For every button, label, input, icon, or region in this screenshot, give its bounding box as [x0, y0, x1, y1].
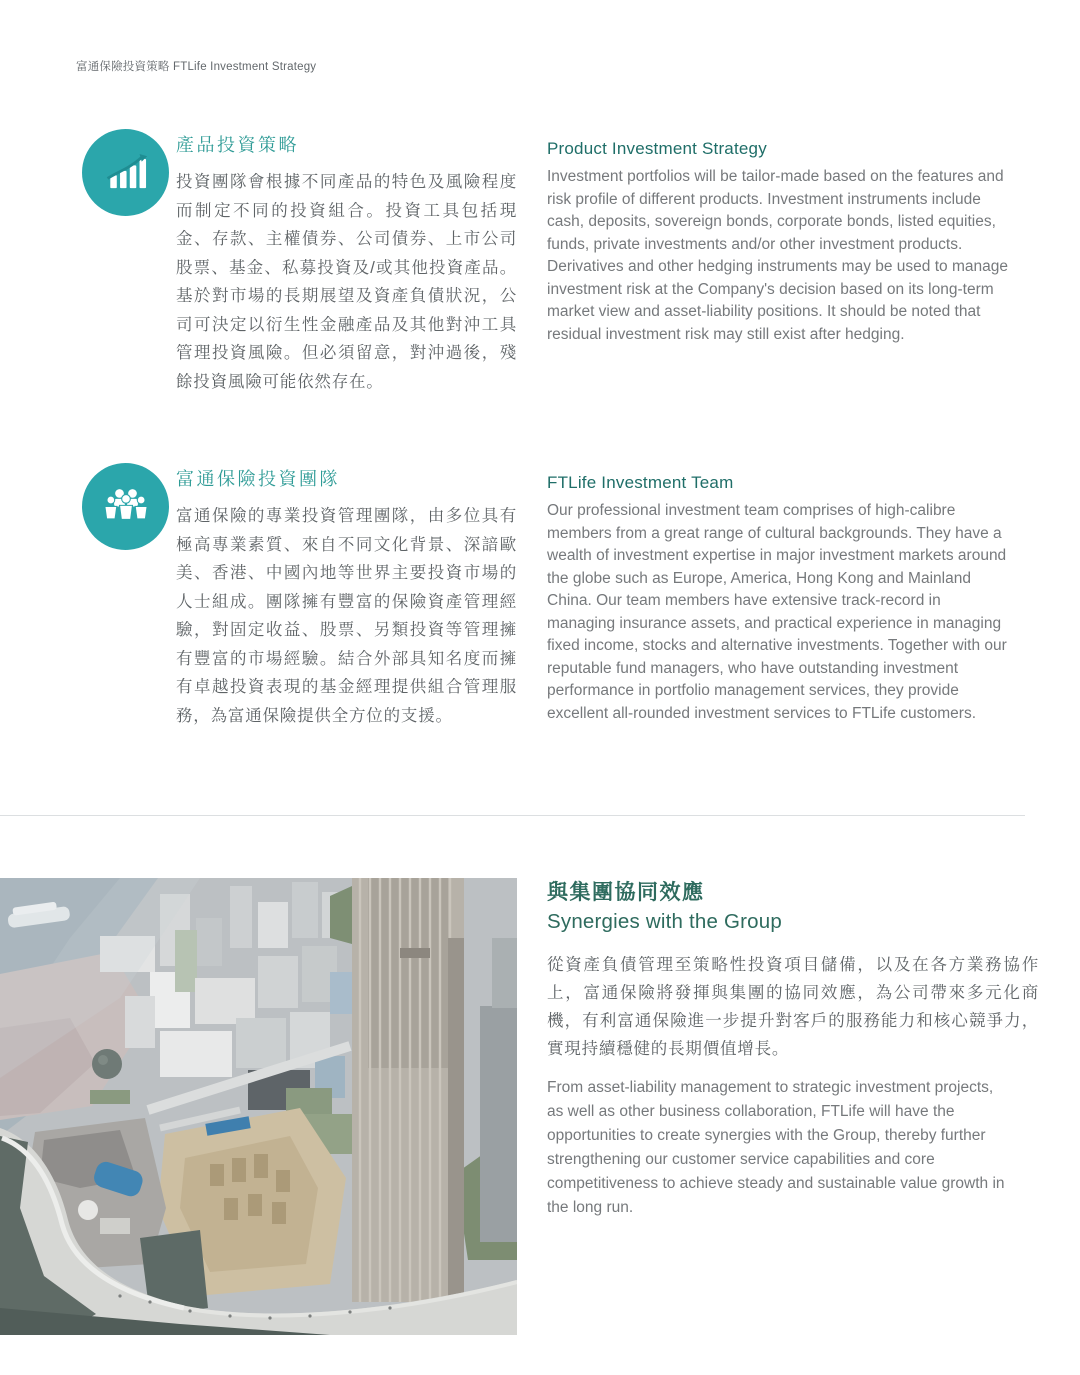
section-product-title-en: Product Investment Strategy	[547, 139, 767, 158]
bar-chart-growth-icon	[82, 129, 169, 216]
section-product-en-column	[547, 139, 1011, 346]
section-team-zh-column	[176, 465, 517, 730]
horizontal-divider	[0, 815, 1025, 816]
section-team-title-en: FTLife Investment Team	[547, 473, 734, 492]
section-product-title-zh: 產品投資策略	[176, 135, 299, 155]
synergy-title-en: Synergies with the Group	[547, 910, 782, 933]
section-team-body-en: Our professional investment team comprises of high-calibre members from a great range of cultural backgrounds. They have a wealth of investment expertise in major investment markets around the globe such as Europe, America, Hong Kong and Mainland China. Our team members have extensive track-record in managing insurance assets, and practical experience in managing fixed income, stocks and alternative investments. Together with our reputable fund managers, who have outstanding investment performance in portfolio management services, they provide excellent all-rounded investment services to FTLife customers.	[547, 502, 1007, 722]
section-product-body-zh: 投資團隊會根據不同產品的特色及風險程度而制定不同的投資組合。投資工具包括現金、存款、主權債券、公司債券、上市公司股票、基金、私募投資及/或其他投資產品。基於對市場的長期展望及資產負債狀況，公司可決定以衍生性金融產品及其他對沖工具管理投資風險。但必須留意，對沖過後，殘餘投資風險可能依然存在。	[176, 173, 517, 391]
section-team-en-column	[547, 473, 1011, 725]
page-header: 富通保險投資策略 FTLife Investment Strategy	[76, 61, 317, 73]
synergy-title-zh: 與集團協同效應	[547, 881, 705, 904]
synergy-body-zh: 從資產負債管理至策略性投資項目儲備，以及在各方業務協作上，富通保險將發揮與集團的協同效應，為公司帶來多元化商機，有利富通保險進一步提升對客戶的服務能力和核心競爭力，實現持續穩健的長期價值增長。	[547, 956, 1039, 1058]
synergy-column	[547, 878, 1039, 1220]
section-team-body-zh: 富通保險的專業投資管理團隊，由多位具有極高專業素質、來自不同文化背景、深諳歐美、香港、中國內地等世界主要投資市場的人士組成。團隊擁有豐富的保險資產管理經驗，對固定收益、股票、另類投資等管理擁有豐富的市場經驗。結合外部具知名度而擁有卓越投資表現的基金經理提供組合管理服務，為富通保險提供全方位的支援。	[176, 507, 517, 725]
section-product-body-en: Investment portfolios will be tailor-made based on the features and risk profile of different products. Investment instruments include cash, deposits, sovereign bonds, corporate bonds, listed equities, funds, private investments and/or other investment products. Derivatives and other hedging instruments may be used to manage investment risk at the Company's decision based on its long-term market view and asset-liability positions. It should be noted that residual investment risk may still exist after hedging.	[547, 168, 1008, 343]
synergy-body-en: From asset-liability management to strategic investment projects, as well as other business collaboration, FTLife will have the opportunities to create synergies with the Group, thereby further strengthening our customer service capabilities and core competitiveness to achieve steady and sustainable value growth in the long run.	[547, 1079, 1005, 1216]
section-team-title-zh: 富通保險投資團隊	[176, 469, 340, 489]
section-product-zh-column	[176, 131, 517, 396]
synergy-photo	[0, 878, 517, 1335]
team-people-icon	[82, 463, 169, 550]
